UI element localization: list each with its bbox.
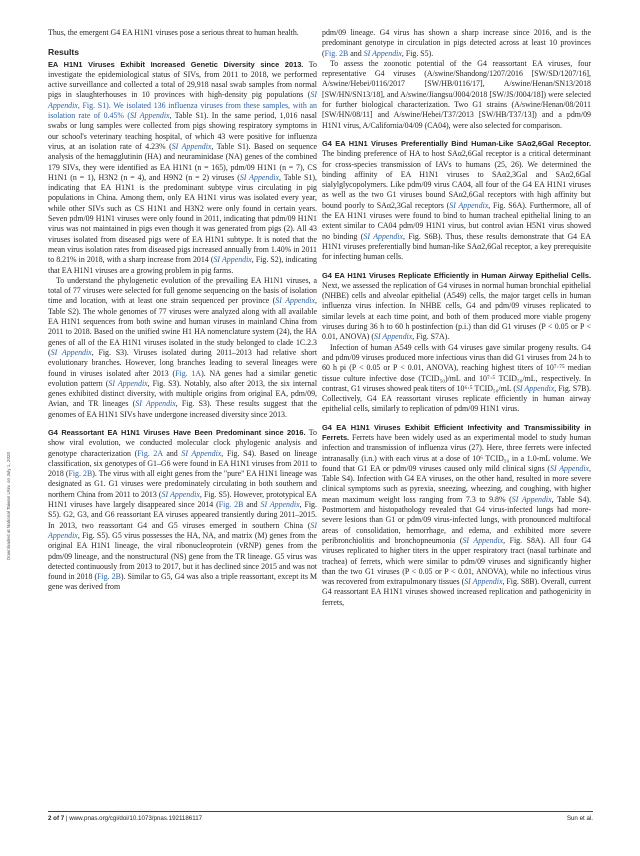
download-watermark: Downloaded at National Taiwan Univ. on July 1, 2020	[6, 451, 11, 560]
si-appendix-link[interactable]: SI Appendix	[108, 378, 148, 388]
figure-link[interactable]: Fig. 2B	[68, 469, 93, 479]
subsection-heading-genetic-diversity: EA H1N1 Viruses Exhibit Increased Genetic Diversity since 2013.	[48, 59, 304, 69]
si-appendix-link[interactable]: SI Appendix	[135, 399, 176, 409]
paragraph-phylogenetic: To understand the phylogenetic evolution of the prevailing EA H1N1 viruses, a total of 77 viruses were selected for full genome sequencing on the basis of isolation time and location, with at least one strain sequenced per province (SI Appendix, Table S2). The whole genomes of 77 viruses were analyzed along with all available EA H1N1 sequences from both swine and human viruses in mainland China from 2011 to 2018. Based on the unified swine H1 HA nomenclature system (24), the HA genes of all of the EA H1N1 viruses isolated in the study belonged to clade 1C.2.3 (SI Appendix, Fig. S3). Viruses isolated during 2011–2013 had relative short evolutionary branches. However, long branches leading to several lineages were found in viruses isolated after 2013 (Fig. 1A). NA genes had a similar genetic evolution pattern (SI Appendix, Fig. S3). Notably, also after 2013, the six internal genes exhibited distinct diversity, with multiple origins from original EA, pdm/09, Avian, and TR lineages (SI Appendix, Fig. S3). These results suggest that the genomes of EA H1N1 SIVs have undergone increased diversity since 2013.	[48, 275, 318, 419]
si-appendix-link[interactable]: SI Appendix	[161, 489, 200, 499]
paragraph-replication: G4 EA H1N1 Viruses Replicate Efficiently in Human Airway Epithelial Cells. Next, we assessed the replication of G4 viruses in normal human bronchial epithelial (NHBE) cells and alveolar epithelial (A549) cells, the major target cells in human influenza virus infection. In NHBE cells, G4 and pdm/09 viruses replicated to similar levels at each time point, and both of them produced more viable progeny viruses during 36 h to 60 h postinfection (p.i.) than did G1 viruses (P < 0.05 or P < 0.01, ANOVA) (SI Appendix, Fig. S7A).	[322, 270, 591, 342]
si-appendix-link[interactable]: SI Appendix	[449, 200, 489, 210]
results-heading: Results	[48, 47, 80, 58]
si-appendix-link[interactable]: SI Appendix	[511, 494, 552, 504]
subsection-heading-ferrets: G4 EA H1N1 Viruses Exhibit Efficient Infectivity and Transmissibility in Ferrets.	[322, 422, 591, 442]
si-appendix-link[interactable]: SI Appendix	[464, 577, 503, 587]
subsection-heading-receptor-binding: G4 EA H1N1 Viruses Preferentially Bind Human-Like SAα2,6Gal Receptor.	[322, 138, 591, 148]
paragraph-ferrets: G4 EA H1N1 Viruses Exhibit Efficient Infectivity and Transmissibility in Ferrets. Ferrets have been widely used as an experimental model to study human infection and transmission of influenza virus (27). Here, three ferrets were infected intranasally (i.n.) with each virus at a dose of 10⁶ TCID₅₀ in a 1.0-mL volume. We found that G1 EA or pdm/09 viruses caused only mild clinical signs (SI Appendix, Table S4). Infection with G4 EA viruses, on the other hand, resulted in more severe clinical symptoms such as pyrexia, sneezing, wheezing, and coughing, with higher mean maximum weight loss ranging from 7.3 to 9.8% (SI Appendix, Table S4). Postmortem and histopathology revealed that G4 virus-infected lungs had more-severe lesions than G1 or pdm/09 virus-infected lungs, with pronounced multifocal areas of consolidation, hemorrhage, and edema, and exhibited more severe peribronchiolitis and bronchopneumonia (SI Appendix, Fig. S8A). All four G4 viruses replicated to higher titers in the upper respiratory tract (nasal turbinate and trachea) of ferrets, which were similar to pdm/09 viruses and significantly higher than the two G1 viruses (P < 0.05 or P < 0.01, ANOVA), while no infectious virus was recovered from extrapulmonary tissues (SI Appendix, Fig. S8B). Overall, current G4 reassortant EA H1N1 viruses showed increased replication and pathogenicity in ferrets,	[322, 422, 592, 607]
doi-link[interactable]: | www.pnas.org/cgi/doi/10.1073/pnas.1921186117	[64, 815, 203, 822]
figure-link[interactable]: Fig. 2B	[218, 500, 244, 510]
si-appendix-link[interactable]: SI Appendix	[50, 347, 92, 357]
figure-link[interactable]: Fig. 2B	[97, 572, 121, 582]
author-line: Sun et al.	[566, 815, 593, 822]
si-appendix-link[interactable]: SI Appendix	[181, 448, 222, 458]
subsection-heading-replication: G4 EA H1N1 Viruses Replicate Efficiently in Human Airway Epithelial Cells.	[322, 270, 591, 280]
si-appendix-link[interactable]: SI Appendix	[363, 48, 402, 58]
figure-link[interactable]: Fig. 2A	[137, 448, 163, 458]
si-appendix-link[interactable]: SI Appendix	[213, 255, 252, 265]
si-appendix-link[interactable]: SI Appendix	[515, 383, 555, 393]
figure-link[interactable]: Fig. 1A	[175, 368, 202, 378]
figure-link[interactable]: Fig. 2B	[324, 48, 349, 58]
page-footer	[48, 811, 593, 827]
si-appendix-link[interactable]: SI Appendix	[462, 535, 504, 545]
paragraph-g4-continued: pdm/09 lineage. G4 virus has shown a sharp increase since 2016, and is the predominant genotype in circulation in pigs detected across at least 10 provinces (Fig. 2B and SI Appendix, Fig. S5).	[322, 28, 591, 58]
paragraph-g4-predominant: G4 Reassortant EA H1N1 Viruses Have Been Predominant since 2016. To show viral evolution, we conducted molecular clock phylogenic analysis and genotype characterization (Fig. 2A and SI Appendix, Fig. S4). Based on lineage classification, six genotypes of G1–G6 were found in EA H1N1 viruses from 2011 to 2018 (Fig. 2B). The virus with all eight genes from the "pure" EA H1N1 lineage was designated as G1. G1 viruses were predominately circulating in both southern and northern China from 2011 to 2013 (SI Appendix, Fig. S5). However, prototypical EA H1N1 viruses have largely disappeared since 2014 (Fig. 2B and SI Appendix, Fig. S5). G2, G3, and G6 reassortant EA viruses appeared transiently during 2011–2015. In 2013, two reassortant G4 and G5 viruses emerged in southern China (SI Appendix, Fig. S5). G5 virus possesses the HA, NA, and matrix (M) genes from the original EA H1N1 lineage, the viral ribonucleoprotein (vRNP) genes from the pdm/09 lineage, and the nonstructural (NS) gene from the TR lineage. G5 virus was detected continuously from 2013 to 2017, but it has declined since 2015 and was not found in 2018 (Fig. 2B). Similar to G5, G4 was also a triple reassortant, except its M gene was derived from	[48, 427, 318, 592]
si-appendix-link[interactable]: SI Appendix	[275, 296, 315, 306]
page-number: 2 of 7	[48, 815, 65, 822]
paragraph-a549-infection: Infection of human A549 cells with G4 viruses gave similar progeny results. G4 and pdm/09 viruses produced more infectious virus than did G1 viruses from 24 h to 60 h pi (P < 0.05 or P < 0.01, ANOVA), reaching highest titers of 10⁷·⁷⁵ median tissue culture infective dose (TCID₅₀)/mL and 10⁷·⁵ TCID₅₀/mL, respectively. In contrast, G1 viruses showed peak titers of 10⁶·⁵ TCID₅₀/mL (SI Appendix, Fig. S7B). Collectively, G4 EA reassortant viruses replicate efficiently in human airway epithelial cells, similarly to replication of pdm/09 H1N1 virus.	[322, 342, 592, 414]
subsection-heading-g4-predominant: G4 Reassortant EA H1N1 Viruses Have Been Predominant since 2016.	[48, 427, 306, 437]
si-appendix-link[interactable]: SI Appendix	[363, 231, 403, 241]
paragraph-zoonotic-potential: To assess the zoonotic potential of the G4 reassortant EA viruses, four representative G4 viruses (A/swine/Shandong/1207/2016 [SW/SD/1207/16], A/swine/Hebei/0116/2017 [SW/HB/0116/17], A/swine/Henan/SN13/2018 [SW/HN/SN13/18], and A/swine/Jiangsu/J004/2018 [SW/JS/J004/18]) were selected for further biological characterization. Two G1 strains (A/swine/Henan/08/2011 [SW/HN/08/11] and A/swine/Hebei/T37/2013 [SW/HB/T37/13]) and a pdm/09 H1N1 virus, A/California/04/09 (CA04), were also selected for comparison.	[322, 58, 591, 130]
si-appendix-link[interactable]: SI Appendix	[239, 172, 279, 182]
si-appendix-link[interactable]: SI Appendix	[129, 111, 170, 121]
paragraph-genetic-diversity: EA H1N1 Viruses Exhibit Increased Genetic Diversity since 2013. To investigate the epidemiological status of SIVs, from 2011 to 2018, we performed active surveillance and collected a total of 29,918 nasal swab samples from normal pigs in slaughterhouses in 10 provinces with high-density pig populations (SI Appendix, Fig. S1). We isolated 136 influenza viruses from these samples, with an isolation rate of 0.45% (SI Appendix, Table S1). In the same period, 1,016 nasal swabs or lung samples were collected from pigs showing respiratory symptoms in our school's veterinary teaching hospital, of which 43 were positive for influenza virus, at an isolation rate of 4.23% (SI Appendix, Table S1). Based on sequence analysis of the hemagglutinin (HA) and neuraminidase (NA) genes of the combined 179 SIVs, they were identified as EA H1N1 (n = 165), pdm/09 H1N1 (n = 7), CS H1N1 (n = 1), H3N2 (n = 4), and H9N2 (n = 2) viruses (SI Appendix, Table S1), indicating that EA H1N1 is the predominant subtype virus circulating in pig populations in China. Among them, only EA H1N1 virus was isolated every year, while other SIVs such as CS H1N1 and H3N2 were only found in certain years. Seven pdm/09 H1N1 viruses were only found in 2011, indicating that pdm/09 H1N1 virus was not maintained in pigs even though it was generated from pigs (2). All 43 viruses isolated from diseased pigs were of EA H1N1 subtype. It is noted that the mean virus isolation rates from diseased pigs increased annually from 1.40% in 2011 to 8.21% in 2018, with a sharp increase from 2014 (SI Appendix, Fig. S2), indicating that EA H1N1 viruses are a growing problem in pig farms.	[48, 59, 317, 275]
si-appendix-link[interactable]: SI Appendix	[48, 90, 317, 110]
intro-paragraph: Thus, the emergent G4 EA H1N1 viruses pose a serious threat to human health.	[48, 28, 299, 37]
si-appendix-link[interactable]: SI Appendix	[374, 332, 413, 342]
right-column	[322, 28, 591, 608]
si-appendix-link[interactable]: SI Appendix	[260, 500, 300, 510]
si-appendix-link[interactable]: SI Appendix	[171, 141, 212, 151]
si-appendix-link[interactable]: SI Appendix	[550, 463, 590, 473]
si-appendix-link[interactable]: SI Appendix	[48, 520, 317, 540]
paragraph-receptor-binding: G4 EA H1N1 Viruses Preferentially Bind Human-Like SAα2,6Gal Receptor. The binding preference of HA to host SAα2,6Gal receptor is a critical determinant for cross-species transmission of IAVs to humans (25, 26). We determined the binding affinity of EA H1N1 viruses to SAα2,3Gal and SAα2,6Gal sialylglycopolymers. Like pdm/09 virus CA04, all four of the G4 EA H1N1 viruses as well as the two G1 viruses bound SAα2,6Gal receptors with high affinity but bound poorly to SAα2,3Gal receptors (SI Appendix, Fig. S6A). Furthermore, all of the EA H1N1 viruses were found to bind to human tracheal epithelial lining to an extent similar to CA04 pdm/09 H1N1 virus, but control avian H5N1 virus showed no binding (SI Appendix, Fig. S6B). Thus, these results demonstrate that G4 EA H1N1 viruses preferentially bind human-like SAα2,6Gal receptor, a key prerequisite for infecting human cells.	[322, 138, 592, 262]
left-column	[48, 28, 317, 593]
